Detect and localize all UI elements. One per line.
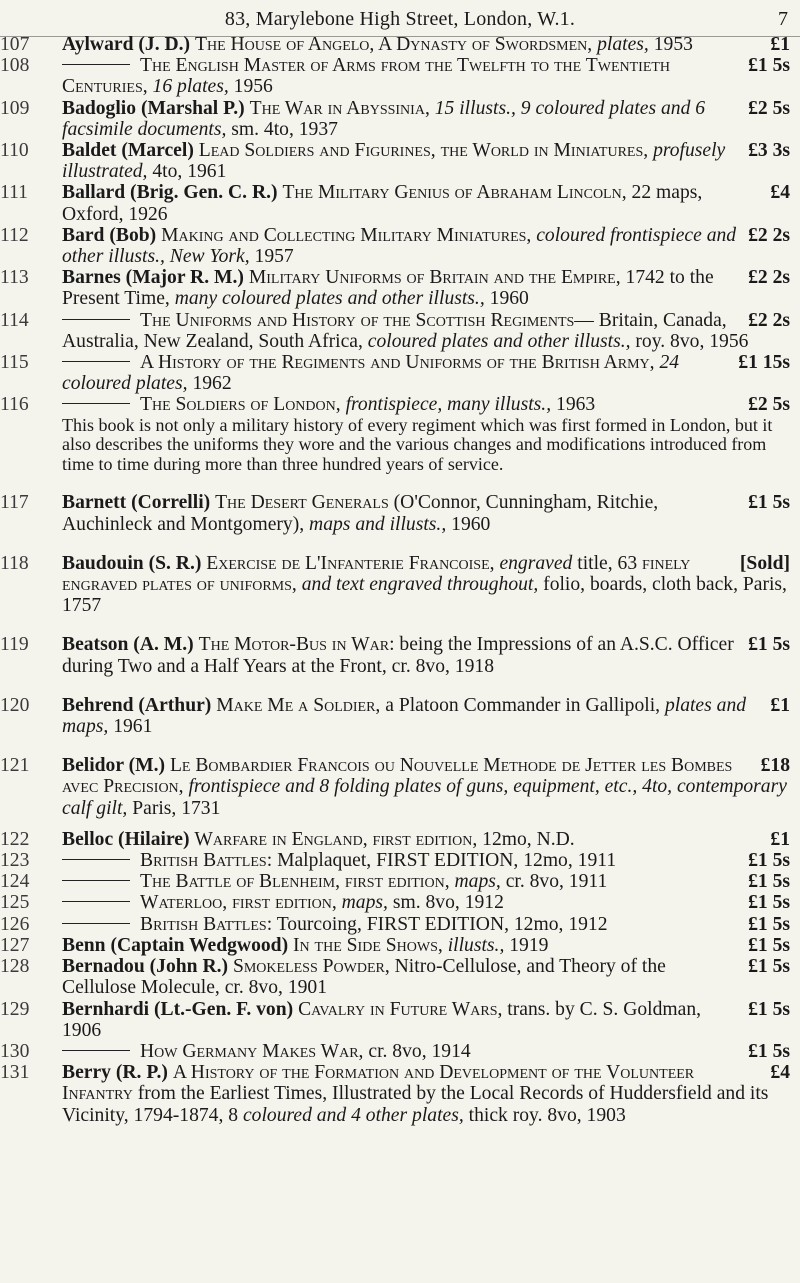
entry-description: illusts., (447, 934, 505, 956)
entry-price: £3 3s (748, 140, 790, 162)
entry-price: £1 5s (748, 850, 790, 872)
entry-number: 117 (0, 492, 29, 514)
entry-details: (O'Connor, Cunningham, Ritchie, Auchinleck and Montgomery), (62, 492, 659, 535)
entry-title: Smokeless Powder, (232, 956, 390, 978)
entry-price: £1 5s (748, 1040, 790, 1062)
entry-number: 130 (0, 1040, 30, 1062)
entry-number: 129 (0, 998, 30, 1020)
entry-author: Ballard (Brig. Gen. C. R.) (62, 182, 278, 204)
entry-description-cont: plates and maps, (62, 694, 747, 738)
entry-note: This book is not only a military history of every regiment which was first formed in London, but it also describes the uniforms they wore and the various changes and modifications introduced from time to time during more than three hundred years of service. (62, 414, 773, 474)
entry-author: Behrend (Arthur) (62, 694, 212, 716)
entry-details-cont: 1961 (113, 716, 153, 738)
entry-details: cr. 8vo, 1911 (505, 871, 608, 893)
entry-number: 123 (0, 850, 30, 872)
entry-title: The Uniforms and History of the Scottish Regiments— (140, 309, 594, 331)
entry-author: Belidor (M.) (62, 755, 166, 777)
catalogue-entry (0, 492, 790, 535)
catalogue-entry (0, 871, 790, 893)
entry-number: 121 (0, 755, 30, 777)
catalogue-entry (0, 552, 790, 617)
entry-details: from the Earliest Times, Illustrated by the Local Records of Huddersfield and its Vicinity, 1794-1874, 8 (62, 1083, 769, 1126)
entry-number: 126 (0, 913, 30, 935)
entry-number: 120 (0, 694, 30, 716)
entry-description: profusely illustrated, (62, 140, 726, 183)
catalogue-entry (0, 913, 790, 935)
catalogue-entry (0, 956, 790, 999)
catalogue-entry (0, 694, 790, 738)
entry-description-cont: coloured and 4 other plates, (242, 1104, 464, 1126)
entry-description: plates, (597, 34, 649, 55)
header-address: 83, Marylebone High Street, London, W.1. (224, 8, 576, 30)
entry-description-cont: coloured plates and other illusts., (367, 330, 631, 352)
entry-number: 110 (0, 140, 29, 162)
catalogue-entry (0, 394, 790, 474)
catalogue-entry (0, 1040, 790, 1062)
entry-details: 12mo, N.D. (482, 828, 575, 850)
page-number: 7 (778, 8, 788, 30)
catalogue-entry (0, 140, 790, 183)
catalogue-entry (0, 309, 790, 352)
entry-title: How Germany Makes War, (140, 1040, 364, 1062)
catalogue-entry (0, 224, 790, 268)
entry-author: Baudouin (S. R.) (62, 552, 202, 574)
entry-price: £1 5s (748, 913, 790, 935)
entry-title: Cavalry in Future Wars, (298, 998, 503, 1020)
entry-number: 127 (0, 934, 30, 956)
entry-price: £2 2s (748, 309, 790, 331)
catalogue-entry (0, 182, 790, 225)
entry-description-cont: and text engraved throughout, (301, 574, 539, 596)
entry-title: Warfare in England, first edition, (194, 828, 478, 850)
catalogue-entry (0, 97, 790, 140)
entry-details: Malplaquet, FIRST EDITION, 12mo, 1911 (277, 850, 617, 872)
entry-details-cont: folio, boards, cloth back, Paris, 1757 (62, 574, 787, 617)
entry-author: Beatson (A. M.) (62, 634, 194, 656)
entry-title: Make Me a Soldier, (216, 694, 381, 716)
catalogue-entry (0, 934, 790, 956)
entry-price: [Sold] (739, 552, 790, 574)
entry-description: frontispiece and 8 folding plates of guns, equipment, etc., 4to, contemporary calf gilt, (62, 776, 787, 819)
entry-description: 24 coloured plates, (62, 352, 680, 395)
entry-price: £4 (770, 1062, 790, 1084)
entry-details: trans. by C. S. Goldman, 1906 (62, 998, 702, 1041)
entry-title: A History of the Regiments and Uniforms of the British Army, (140, 352, 655, 374)
ditto-dash (62, 1050, 130, 1051)
catalogue-entry (0, 850, 790, 872)
ditto-dash (62, 64, 130, 65)
entry-price: £1 5s (748, 892, 790, 914)
entry-author: Aylward (J. D.) (62, 34, 191, 55)
entry-title: The Battle of Blenheim, first edition, (140, 871, 450, 893)
entry-description: maps, (341, 892, 388, 914)
catalogue-entry (0, 828, 790, 850)
entry-title: Lead Soldiers and Figurines, the World in Miniatures, (198, 140, 649, 162)
entry-description-cont: maps and illusts., (309, 513, 447, 535)
entry-number: 116 (0, 394, 29, 416)
entry-title-cont: finely engraved plates of uniforms, (62, 552, 691, 596)
entry-price: £2 5s (748, 394, 790, 416)
ditto-dash (62, 361, 130, 362)
entry-number: 111 (0, 182, 28, 204)
entry-details: cr. 8vo, 1914 (368, 1040, 471, 1062)
entry-price: £2 2s (748, 267, 790, 289)
entry-title: The House of Angelo, A Dynasty of Swordsmen, (194, 34, 593, 55)
catalogue-entry (0, 267, 790, 310)
entry-author: Baldet (Marcel) (62, 140, 194, 162)
ditto-dash (62, 859, 130, 860)
entry-price: £1 15s (738, 352, 790, 374)
catalogue-entry (0, 892, 790, 914)
entry-title: In the Side Shows, (293, 934, 443, 956)
entry-details-cont: 1960 (451, 513, 491, 535)
entry-details-cont: thick roy. 8vo, 1903 (468, 1104, 626, 1126)
entry-author: Barnes (Major R. M.) (62, 267, 244, 289)
entry-details: being the Impressions of an A.S.C. Officer during Two and a Half Years at the Front, cr. 8vo, 1918 (62, 634, 734, 677)
entry-details: 1957 (254, 246, 294, 268)
entry-description: coloured frontispiece and other illusts., New York, (62, 224, 737, 268)
entry-author: Bernadou (John R.) (62, 956, 229, 978)
catalogue-entry (0, 998, 790, 1041)
entry-number: 118 (0, 552, 29, 574)
entry-price: £2 2s (748, 224, 790, 246)
entry-details: Britain, Canada, Australia, New Zealand, South Africa, (62, 309, 727, 352)
entry-description: maps, (454, 871, 501, 893)
entry-author: Berry (R. P.) (62, 1062, 168, 1084)
entry-author: Bernhardi (Lt.-Gen. F. von) (62, 998, 294, 1020)
entry-description: 16 plates, (152, 76, 229, 98)
catalogue-entry (0, 634, 790, 677)
entry-details-cont: 1960 (489, 288, 529, 310)
entry-price: £1 5s (748, 934, 790, 956)
entry-details: 1956 (233, 76, 273, 98)
entry-title: A History of the Formation and Development of the Volunteer Infantry (62, 1062, 695, 1105)
entry-number: 115 (0, 352, 29, 374)
entry-title: Exercise de L'Infanterie Francoise, (206, 552, 495, 574)
ditto-dash (62, 923, 130, 924)
entry-title: The Desert Generals (215, 492, 389, 514)
entry-price: £18 (760, 755, 790, 777)
entry-description: frontispiece, many illusts., (345, 394, 552, 416)
entry-price: £1 5s (748, 634, 790, 656)
entry-title: The Motor-Bus in War: (198, 634, 395, 656)
entry-details-cont: roy. 8vo, 1956 (635, 330, 749, 352)
entry-title: British Battles: (140, 913, 273, 935)
entry-number: 128 (0, 956, 30, 978)
entry-number: 119 (0, 634, 29, 656)
entry-price: £1 (770, 34, 790, 55)
entry-number: 124 (0, 871, 30, 893)
entry-author: Badoglio (Marshal P.) (62, 97, 245, 119)
entry-number: 112 (0, 224, 29, 246)
entry-title: British Battles: (140, 850, 273, 872)
catalogue-entry (0, 34, 790, 55)
entry-details: title, 63 (577, 552, 638, 574)
ditto-dash (62, 403, 130, 404)
entry-number: 109 (0, 97, 30, 119)
entry-number: 107 (0, 34, 30, 55)
entry-price: £2 5s (748, 97, 790, 119)
entry-author: Bard (Bob) (62, 224, 157, 246)
entry-description: 15 illusts., 9 coloured plates and 6 facsimile documents, (62, 97, 706, 140)
entry-details: Tourcoing, FIRST EDITION, 12mo, 1912 (276, 913, 608, 935)
entry-author: Benn (Captain Wedgwood) (62, 934, 289, 956)
entry-number: 108 (0, 55, 30, 77)
entry-price: £4 (770, 182, 790, 204)
entry-number: 114 (0, 309, 29, 331)
entry-number: 125 (0, 892, 30, 914)
entry-details: sm. 4to, 1937 (231, 118, 338, 140)
entry-price: £1 5s (748, 492, 790, 514)
entry-details: 1963 (556, 394, 596, 416)
entry-title: Making and Collecting Military Miniatures, (161, 224, 532, 246)
entry-details: 1962 (192, 373, 232, 395)
entry-details: Nitro-Cellulose, and Theory of the Cellulose Molecule, cr. 8vo, 1901 (62, 956, 666, 999)
entry-price: £1 5s (748, 998, 790, 1020)
entry-title: Le Bombardier Francois ou Nouvelle Methode de Jetter les Bombes avec Precision, (62, 755, 733, 798)
catalogue-entry (0, 55, 790, 98)
entry-description-cont: many coloured plates and other illusts., (174, 288, 485, 310)
catalogue-entry (0, 352, 790, 395)
entry-details: 4to, 1961 (152, 161, 227, 183)
entry-price: £1 5s (748, 871, 790, 893)
entry-details: Paris, 1731 (132, 797, 221, 819)
entry-number: 131 (0, 1062, 30, 1084)
entry-price: £1 (770, 828, 790, 850)
ditto-dash (62, 319, 130, 320)
entry-price: £1 (770, 694, 790, 716)
entry-list (0, 34, 800, 1126)
entry-details: 1919 (509, 934, 549, 956)
entry-price: £1 5s (748, 55, 790, 77)
entry-details: a Platoon Commander in Gallipoli, (385, 694, 661, 716)
entry-price: £1 5s (748, 956, 790, 978)
entry-title: The Soldiers of London, (140, 394, 341, 416)
entry-title: Military Uniforms of Britain and the Empire, (248, 267, 621, 289)
entry-title: The English Master of Arms from the Twelfth to the Twentieth Centuries, (62, 55, 671, 98)
entry-title: The Military Genius of Abraham Lincoln, (282, 182, 627, 204)
entry-details: 1742 to the Present Time, (62, 267, 714, 310)
ditto-dash (62, 880, 130, 881)
entry-details: 1953 (653, 34, 693, 55)
entry-number: 113 (0, 267, 29, 289)
entry-details: sm. 8vo, 1912 (392, 892, 504, 914)
catalogue-entry (0, 1062, 790, 1126)
entry-author: Belloc (Hilaire) (62, 828, 190, 850)
catalogue-entry (0, 755, 790, 819)
entry-details: 22 maps, Oxford, 1926 (62, 182, 703, 225)
entry-title: Waterloo, first edition, (140, 892, 337, 914)
entry-number: 122 (0, 828, 30, 850)
entry-description: engraved (499, 552, 573, 574)
entry-title: The War in Abyssinia, (249, 97, 430, 119)
ditto-dash (62, 901, 130, 902)
page-header (0, 4, 800, 34)
entry-author: Barnett (Correlli) (62, 492, 211, 514)
